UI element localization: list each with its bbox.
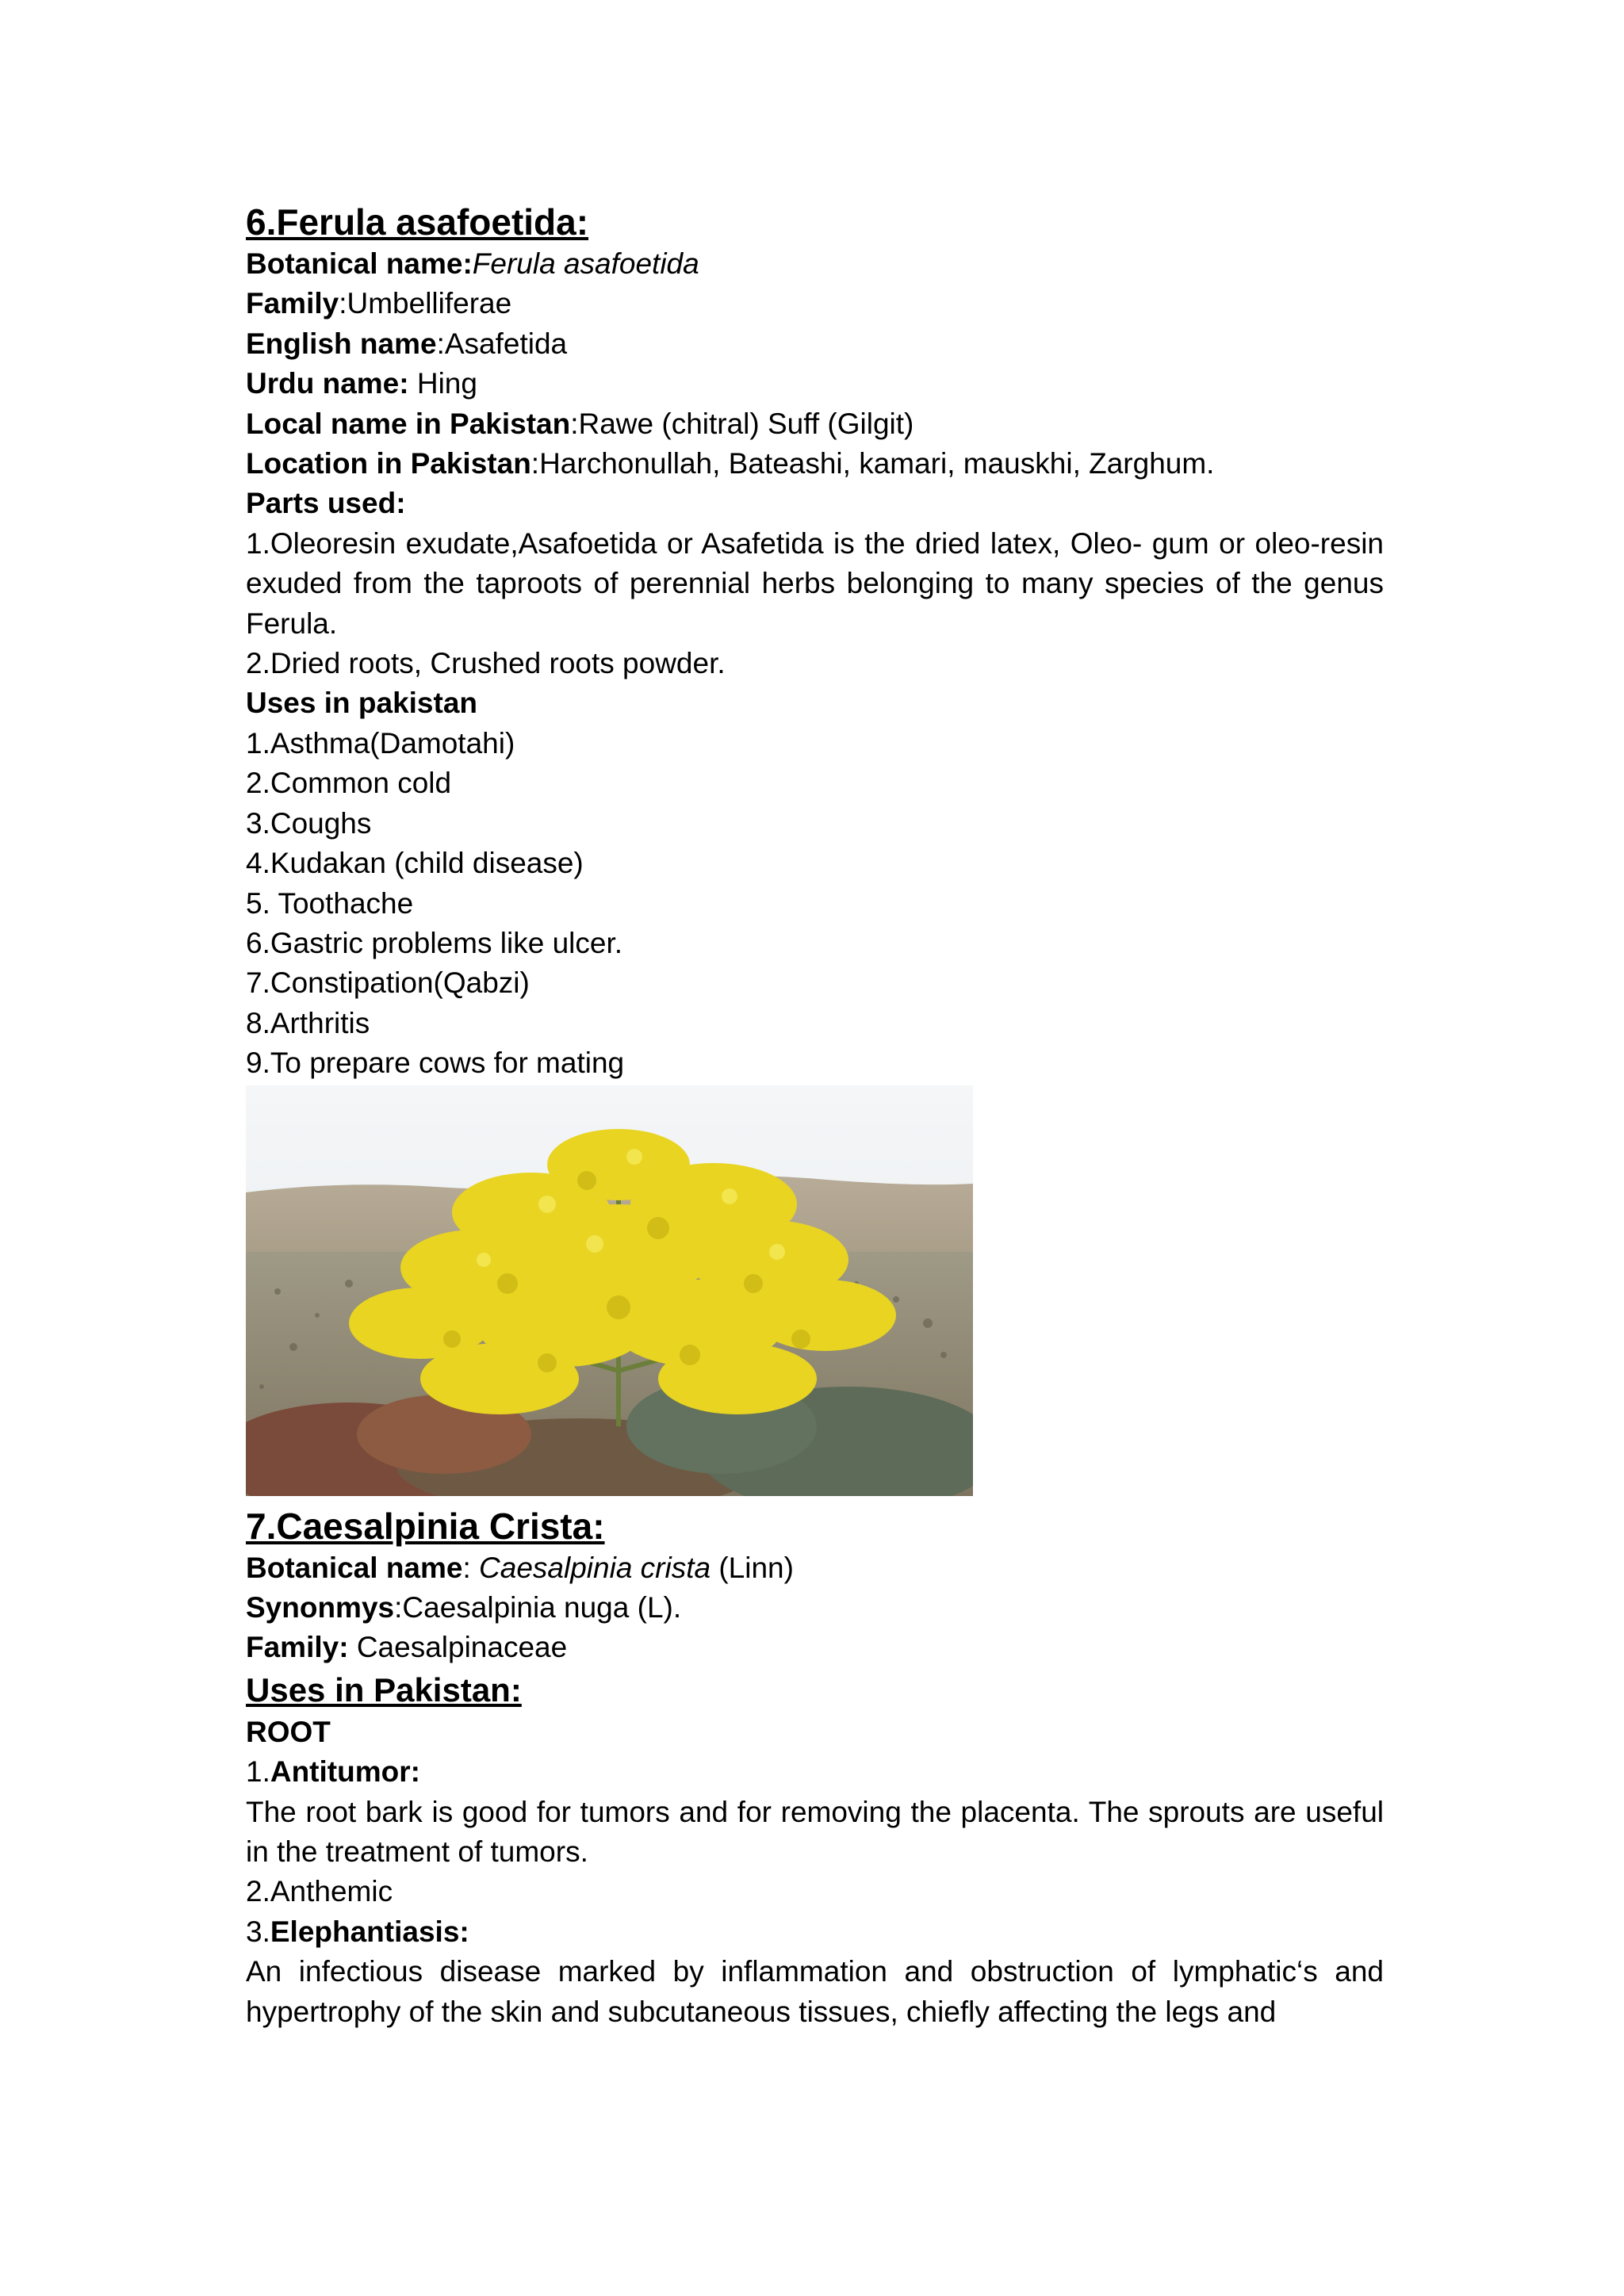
urdu-name-value: Hing: [408, 367, 477, 400]
family-label: Family: [246, 287, 339, 320]
root-heading: [246, 1712, 1384, 1752]
urdu-name-row: [246, 364, 1384, 404]
urdu-name-label: Urdu name:: [246, 367, 409, 400]
botanical-name-label: Botanical name:: [246, 247, 473, 280]
elephantiasis-label: Elephantiasis:: [270, 1915, 469, 1948]
local-name-row: [246, 404, 1384, 444]
botanical-name-row: [246, 244, 1384, 284]
family-label: Family:: [246, 1631, 349, 1664]
botanical-name-value: Caesalpinia crista: [479, 1551, 711, 1584]
botanical-name-row: [246, 1548, 1384, 1588]
uses-label: Uses in pakistan: [246, 687, 478, 720]
synonyms-label: Synonmys: [246, 1590, 395, 1624]
page-content: [246, 200, 1384, 2032]
english-name-row: [246, 324, 1384, 364]
location-label: Location in Pakistan: [246, 447, 531, 480]
uses-heading: [246, 683, 1384, 723]
list-item: 1.Asthma(Damotahi): [246, 726, 515, 760]
botanical-name-separator: :: [462, 1551, 480, 1584]
list-item: 2.Common cold: [246, 767, 452, 800]
synonyms-row: [246, 1588, 1384, 1628]
location-row: [246, 444, 1384, 484]
section-7-title: 7.Caesalpinia Crista:: [246, 1505, 605, 1547]
local-name-label: Local name in Pakistan: [246, 407, 571, 440]
botanical-name-label: Botanical name: [246, 1551, 463, 1584]
item-number: 1.: [246, 1755, 270, 1789]
list-item: 3.Coughs: [246, 806, 372, 840]
elephantiasis-heading: [246, 1912, 1384, 1952]
list-item: 7.Constipation(Qabzi): [246, 966, 530, 1000]
uses-list: [246, 724, 1384, 1084]
parts-used-heading: [246, 484, 1384, 523]
parts-used-item-1: 1.Oleoresin exudate,Asafoetida or Asafetida is the dried latex, Oleo- gum or oleo-resin exuded from the taproots of perennial herbs belonging to many species of the genus Ferula.: [246, 526, 1384, 640]
antitumor-label: Antitumor:: [270, 1755, 420, 1789]
local-name-value: :Rawe (chitral) Suff (Gilgit): [570, 407, 914, 440]
section-6-title: 6.Ferula asafoetida:: [246, 201, 589, 243]
list-item: 9.To prepare cows for mating: [246, 1047, 625, 1080]
ferula-plant-photo: [246, 1085, 973, 1496]
list-item: 8.Arthritis: [246, 1006, 370, 1039]
list-item: 4.Kudakan (child disease): [246, 847, 584, 880]
parts-used-item-2: 2.Dried roots, Crushed roots powder.: [246, 647, 726, 680]
english-name-label: English name: [246, 327, 437, 360]
family-row: [246, 284, 1384, 323]
item-number: 3.: [246, 1915, 270, 1948]
synonyms-value: :Caesalpinia nuga (L).: [394, 1590, 682, 1624]
root-label: ROOT: [246, 1715, 331, 1748]
botanical-name-suffix: (Linn): [710, 1551, 794, 1584]
antitumor-heading: [246, 1752, 1384, 1792]
english-name-value: :Asafetida: [436, 327, 568, 360]
family-value: Caesalpinaceae: [348, 1631, 568, 1664]
family-value: :Umbelliferae: [339, 287, 512, 320]
antitumor-text: The root bark is good for tumors and for removing the placenta. The sprouts are useful in the treatment of tumors.: [246, 1795, 1384, 1868]
parts-used-label: Parts used:: [246, 487, 406, 520]
elephantiasis-text: An infectious disease marked by inflammation and obstruction of lymphatic‘s and hypertrophy of the skin and subcutaneous tissues, chiefly affecting the legs and: [246, 1955, 1384, 2028]
anthemic-item: 2.Anthemic: [246, 1875, 393, 1908]
list-item: 5. Toothache: [246, 886, 414, 920]
list-item: 6.Gastric problems like ulcer.: [246, 926, 623, 959]
botanical-name-value: Ferula asafoetida: [472, 247, 699, 280]
family-row: [246, 1628, 1384, 1667]
uses-in-pakistan-heading: Uses in Pakistan:: [246, 1670, 522, 1709]
location-value: :Harchonullah, Bateashi, kamari, mauskhi, Zarghum.: [530, 447, 1215, 480]
